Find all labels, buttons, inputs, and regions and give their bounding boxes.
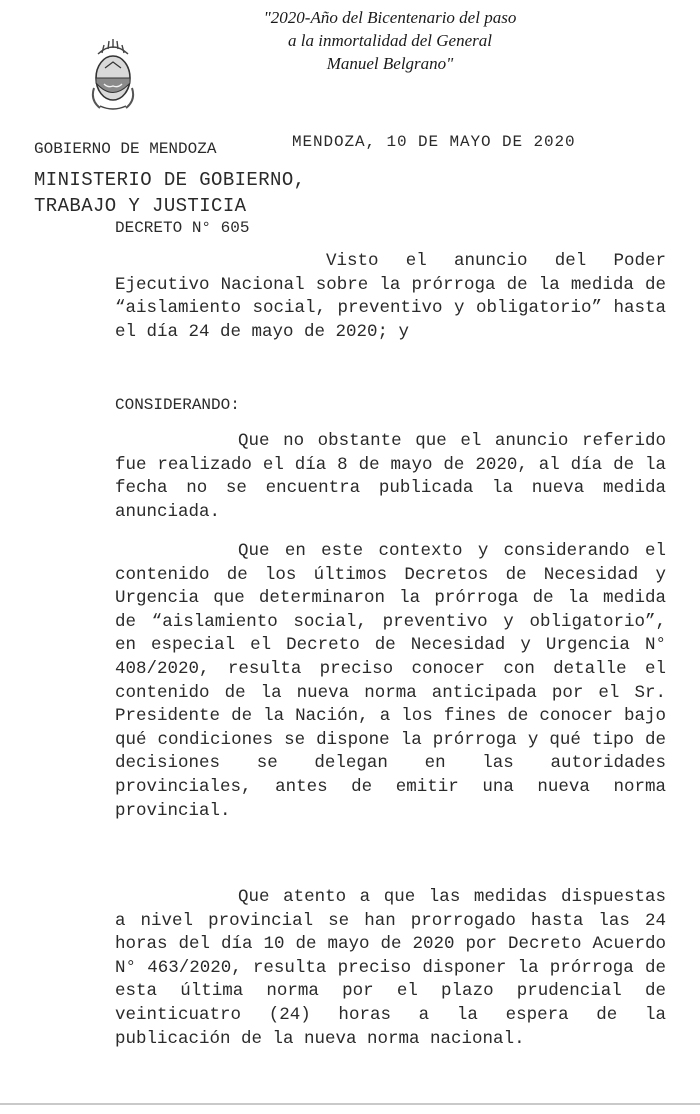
ministry-line-1: MINISTERIO DE GOBIERNO, [34,169,306,191]
motto-line-2: a la inmortalidad del General [288,31,492,50]
government-name: GOBIERNO DE MENDOZA [34,140,217,158]
year-motto [210,6,570,75]
motto-line-3: Manuel Belgrano" [326,54,454,73]
considerando-paragraph-3: Que atento a que las medidas dispuestas a nivel provincial se han prorrogado hasta las 24 horas del día 10 de mayo de 2020 por Decreto Acuerdo N° 463/2020, resulta preciso disponer la prórroga de esta última norma por el plazo prudencial de veinticuatro (24) horas a la espera de la publicación de la nueva norma nacional. [115,887,666,1049]
considerando-heading: CONSIDERANDO: [115,396,240,414]
decree-date: MENDOZA, 10 DE MAYO DE 2020 [292,133,576,151]
decree-number: DECRETO N° 605 [115,219,250,237]
considerando-paragraph-2: Que en este contexto y considerando el contenido de los últimos Decretos de Necesidad y Urgencia que determinaron la prórroga de la medida de “aislamiento social, preventivo y obligatorio”, en especial el Decreto de Necesidad y Urgencia N° 408/2020, resulta preciso conocer con detalle el contenido de la nueva norma anticipada por el Sr. Presidente de la Nación, a los fines de conocer bajo qué condiciones se dispone la prórroga y qué tipo de decisiones se delegan en las autoridades provinciales, antes de emitir una nueva norma provincial. [115,541,666,821]
motto-line-1: "2020-Año del Bicentenario del paso [263,8,517,27]
visto-paragraph: Visto el anuncio del Poder Ejecutivo Nacional sobre la prórroga de la medida de “aislamiento social, preventivo y obligatorio” hasta el día 24 de mayo de 2020; y [115,251,666,342]
page-bottom-edge [0,1103,700,1105]
considerando-paragraph-1: Que no obstante que el anuncio referido fue realizado el día 8 de mayo de 2020, al día de la fecha no se encuentra publicada la nueva medida anunciada. [115,431,666,522]
coat-of-arms-icon [90,38,136,112]
ministry-line-2: TRABAJO Y JUSTICIA [34,195,247,217]
